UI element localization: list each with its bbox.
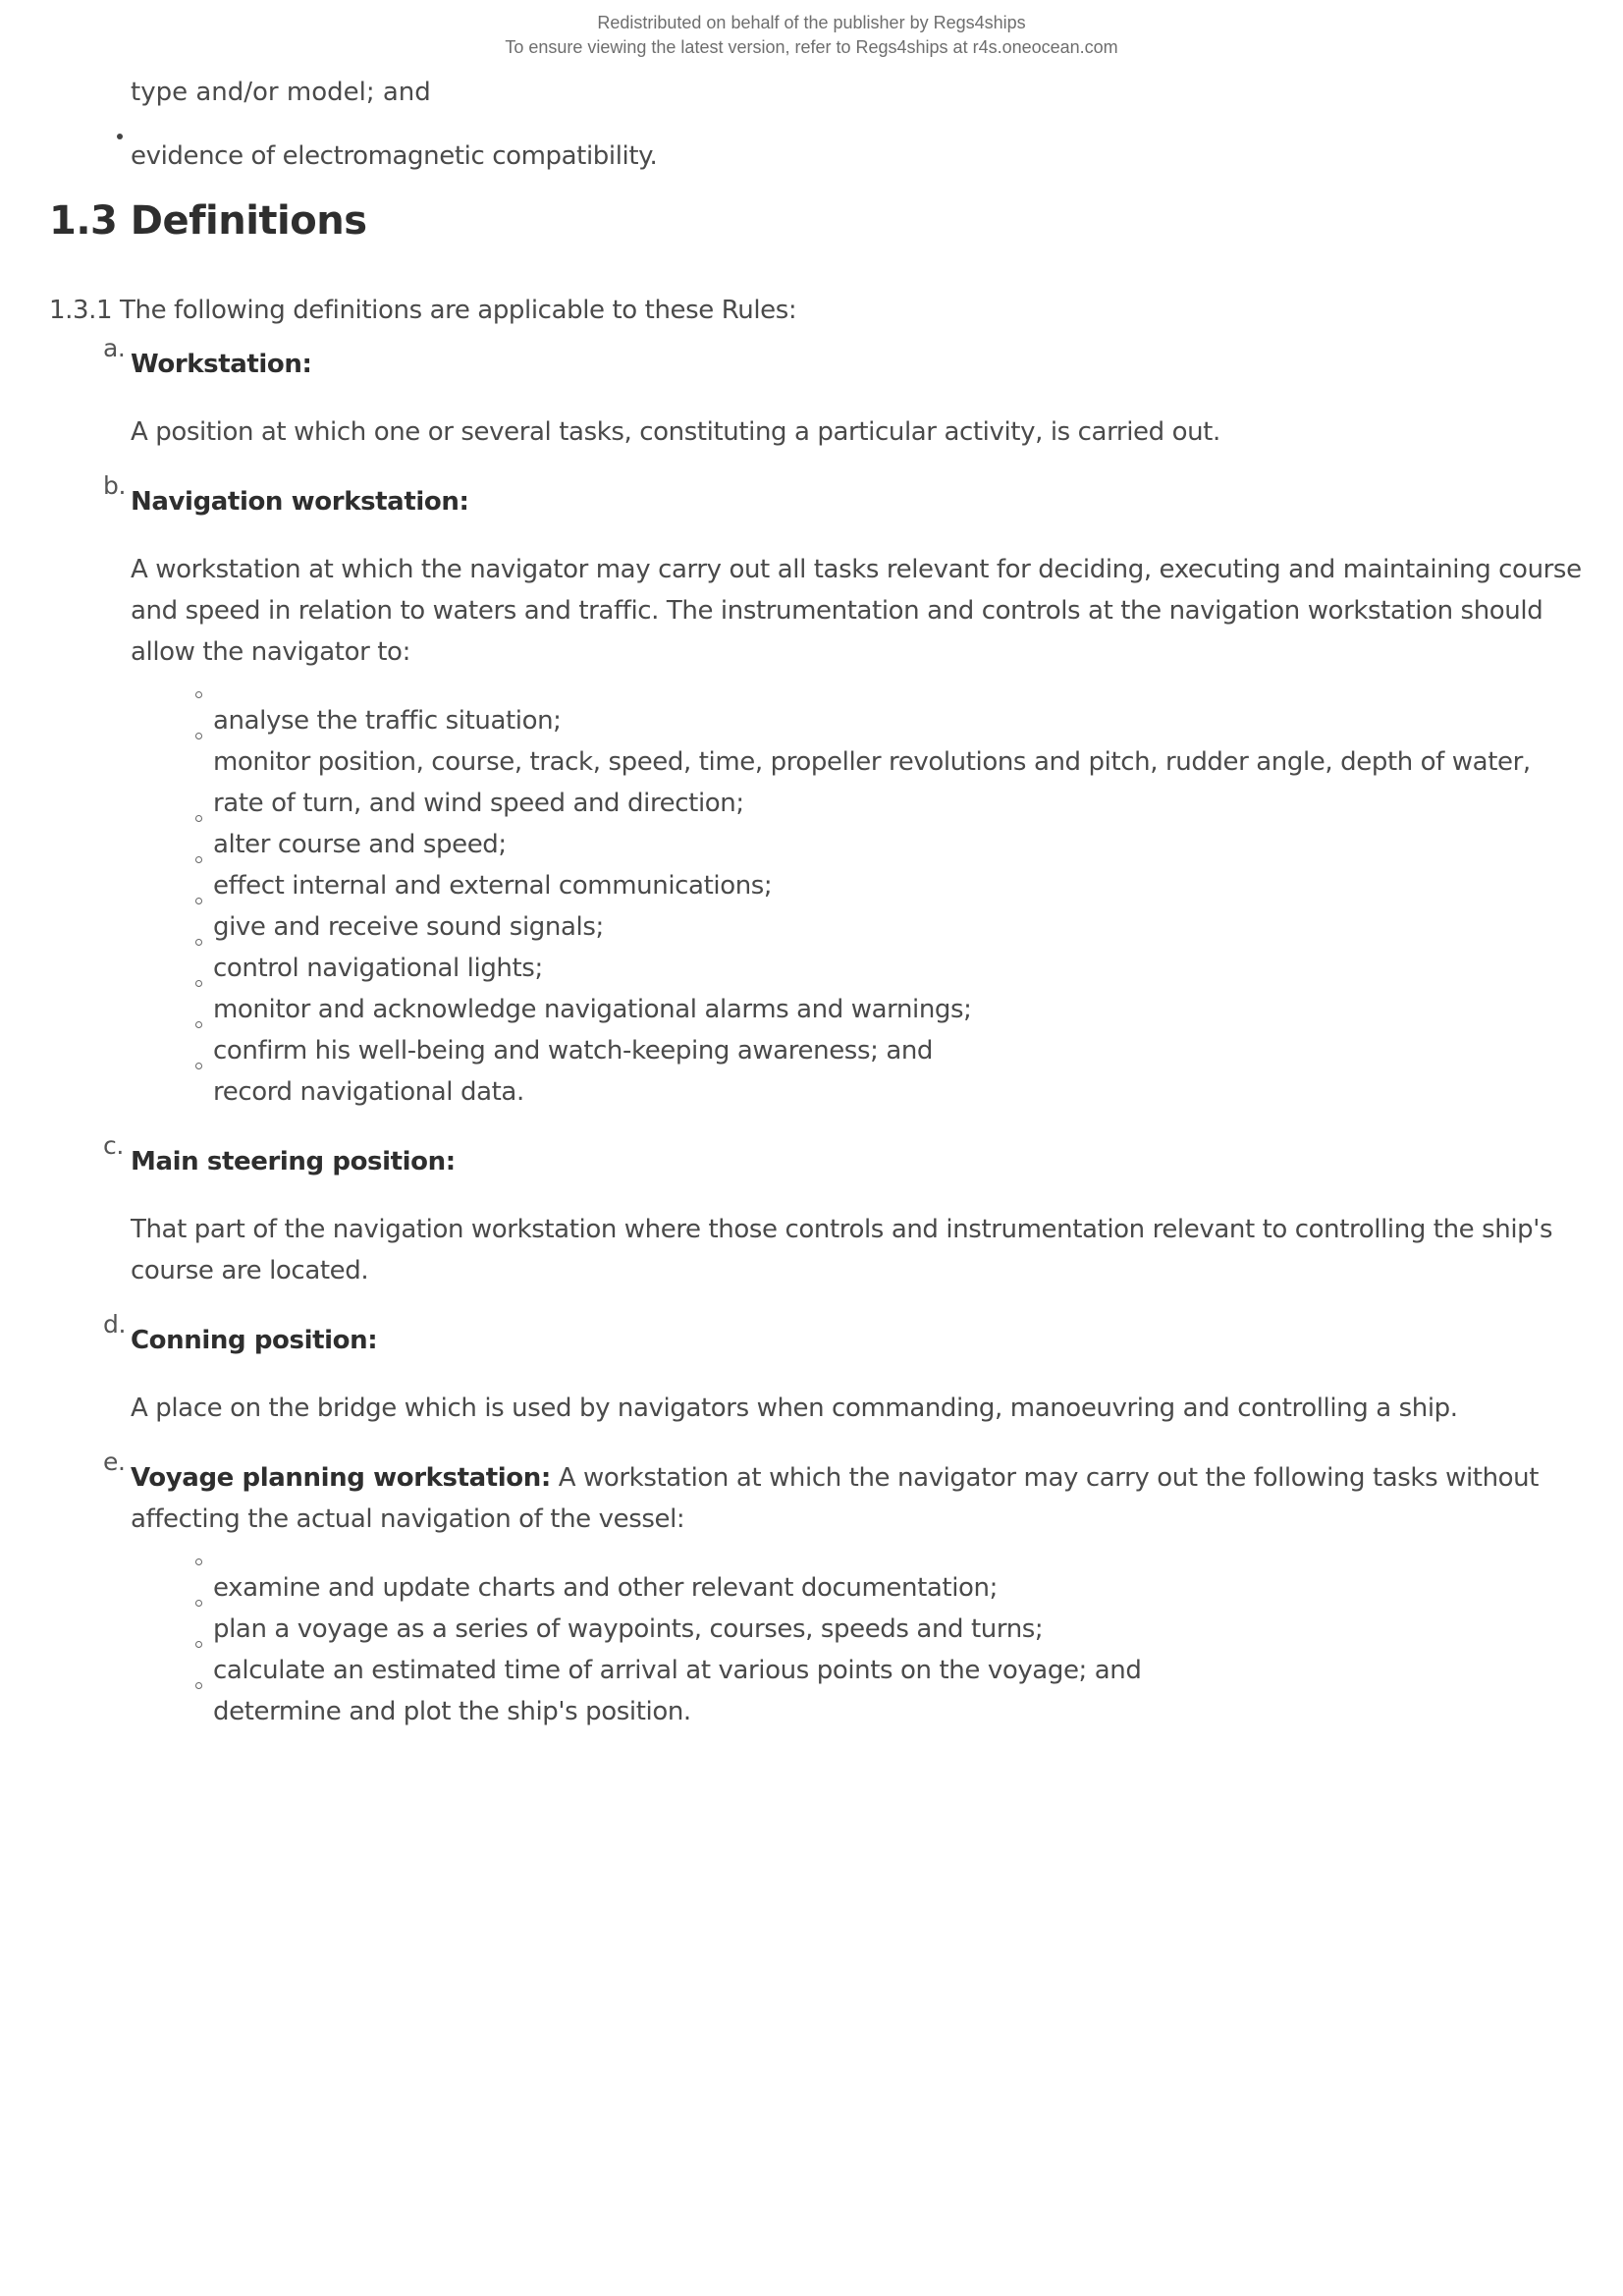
list-item <box>213 1609 1584 1650</box>
list-marker: b. <box>103 471 127 500</box>
definition-workstation <box>0 334 1623 453</box>
carryover-bullet: evidence of electromagnetic compatibility. <box>131 141 658 171</box>
circle-bullet-icon <box>195 1641 202 1648</box>
list-item-text: alter course and speed; <box>213 830 507 859</box>
circle-bullet-icon <box>195 733 202 739</box>
circle-bullet-icon <box>195 1600 202 1607</box>
list-item-text: record navigational data. <box>213 1077 524 1107</box>
definition-text: A workstation at which the navigator may carry out all tasks relevant for deciding, executing and maintaining course and speed in relation to waters and traffic. The instrumentation and controls at the navigation workstation should allow the navigator to: <box>131 555 1582 667</box>
circle-bullet-icon <box>195 815 202 822</box>
list-item-text: give and receive sound signals; <box>213 912 604 942</box>
list-item-text: effect internal and external communications; <box>213 871 773 901</box>
list-item <box>213 989 1584 1030</box>
version-notice: To ensure viewing the latest version, refer to Regs4ships at r4s.oneocean.com <box>505 37 1118 57</box>
section-intro: 1.3.1 The following definitions are applicable to these Rules: <box>49 296 797 325</box>
circle-bullet-icon <box>195 980 202 987</box>
task-list <box>131 1567 1584 1732</box>
list-item-text: monitor and acknowledge navigational alarms and warnings; <box>213 995 972 1024</box>
bullet-dot-icon <box>117 134 123 139</box>
definition-term: Conning position: <box>131 1326 378 1355</box>
list-item <box>213 824 1584 865</box>
list-marker: d. <box>103 1310 127 1339</box>
circle-bullet-icon <box>195 898 202 904</box>
circle-bullet-icon <box>195 1558 202 1565</box>
definition-text: That part of the navigation workstation where those controls and instrumentation relevant to controlling the ship's course are located. <box>131 1215 1553 1285</box>
list-item <box>213 741 1584 824</box>
list-item-text: examine and update charts and other relevant documentation; <box>213 1573 998 1603</box>
definition-term: Navigation workstation: <box>131 487 469 517</box>
circle-bullet-icon <box>195 1682 202 1689</box>
definition-main-steering-position <box>0 1131 1623 1291</box>
list-item-text: confirm his well-being and watch-keeping awareness; and <box>213 1036 934 1066</box>
circle-bullet-icon <box>195 856 202 863</box>
definition-text: A workstation at which the navigator may carry out the following tasks without affecting the actual navigation of the vessel: <box>131 1463 1540 1534</box>
cut-off-line <box>131 78 431 118</box>
list-item <box>213 865 1584 906</box>
definition-term: Workstation: <box>131 350 312 379</box>
definition-paragraph <box>131 1457 1584 1540</box>
cut-off-line-text: type and/or model; and <box>131 78 431 107</box>
list-item-text: determine and plot the ship's position. <box>213 1697 691 1726</box>
list-item <box>213 1691 1584 1732</box>
list-item-text: analyse the traffic situation; <box>213 706 562 736</box>
circle-bullet-icon <box>195 1063 202 1069</box>
circle-bullet-icon <box>195 691 202 698</box>
definition-navigation-workstation <box>0 471 1623 1113</box>
circle-bullet-icon <box>195 1021 202 1028</box>
definition-text: A place on the bridge which is used by navigators when commanding, manoeuvring and controlling a ship. <box>131 1394 1458 1423</box>
list-item <box>213 906 1584 948</box>
task-list <box>131 700 1584 1113</box>
list-item-text: monitor position, course, track, speed, time, propeller revolutions and pitch, rudder angle, depth of water, rate of turn, and wind speed and direction; <box>213 747 1531 818</box>
list-item-text: calculate an estimated time of arrival at various points on the voyage; and <box>213 1656 1142 1685</box>
section-title: 1.3 Definitions <box>49 198 367 244</box>
list-item-text: control navigational lights; <box>213 954 543 983</box>
list-item <box>213 1030 1584 1071</box>
list-item <box>213 1650 1584 1691</box>
list-marker: a. <box>103 334 126 362</box>
definition-term: Main steering position: <box>131 1147 456 1176</box>
list-marker: c. <box>103 1131 124 1160</box>
list-item <box>213 1567 1584 1609</box>
redistribution-notice: Redistributed on behalf of the publisher by Regs4ships <box>597 13 1026 32</box>
definitions-list <box>0 334 1623 1732</box>
circle-bullet-icon <box>195 939 202 946</box>
definition-term: Voyage planning workstation: <box>131 1463 551 1493</box>
definition-text: A position at which one or several tasks, constituting a particular activity, is carried out. <box>131 417 1220 447</box>
list-item <box>213 1071 1584 1113</box>
list-item <box>213 700 1584 741</box>
definition-voyage-planning-workstation <box>0 1448 1623 1732</box>
list-item <box>213 948 1584 989</box>
list-item-text: plan a voyage as a series of waypoints, courses, speeds and turns; <box>213 1614 1044 1644</box>
definition-conning-position <box>0 1310 1623 1429</box>
list-marker: e. <box>103 1448 126 1476</box>
